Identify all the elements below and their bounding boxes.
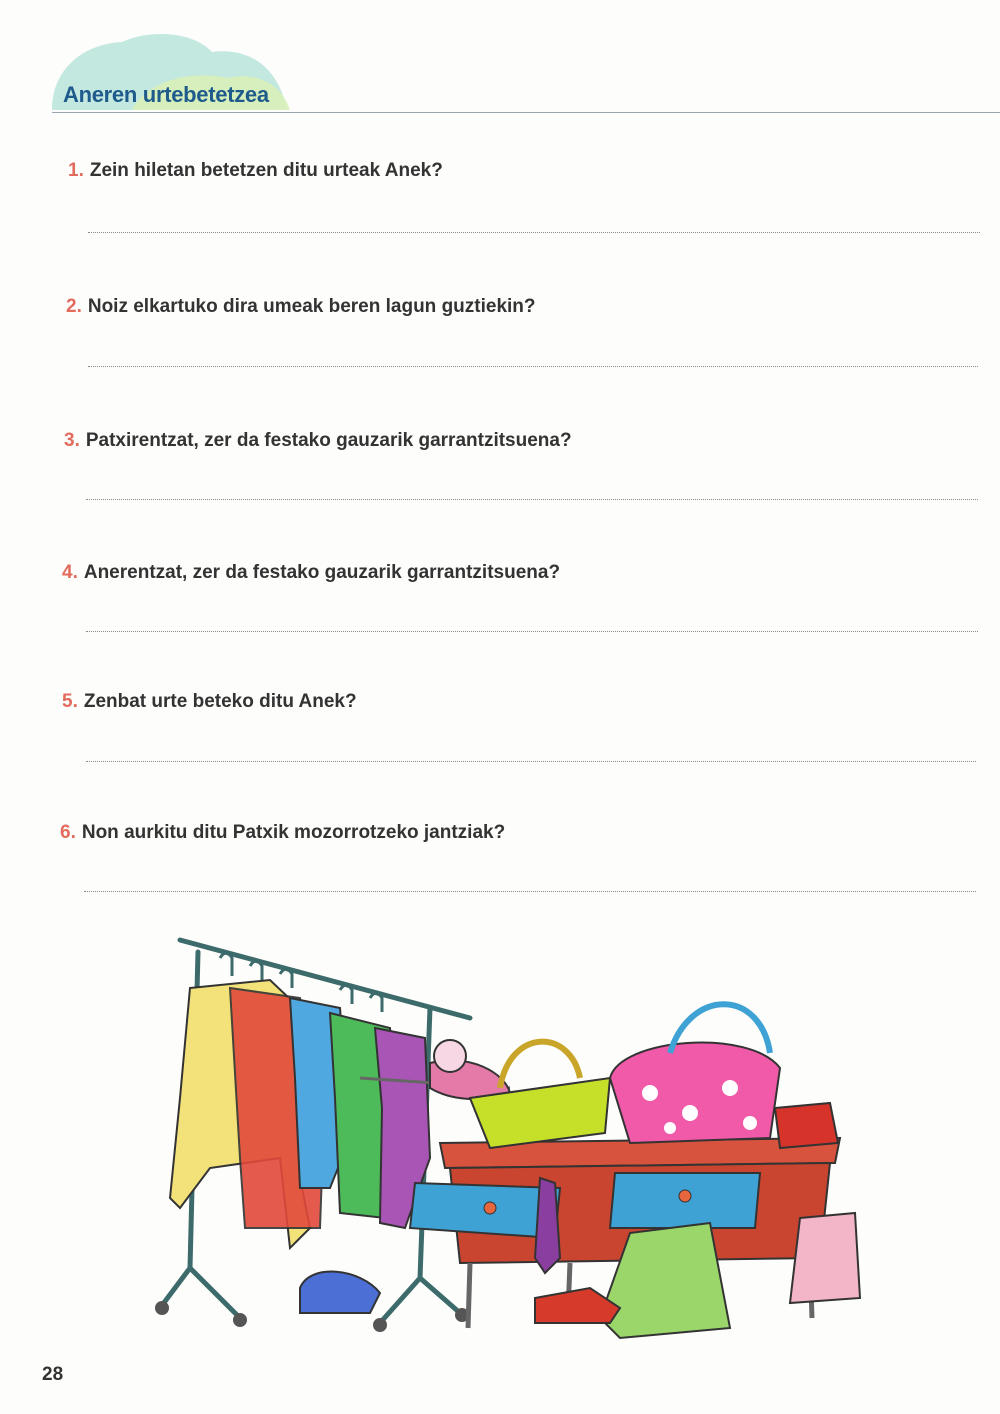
question-5-text <box>62 691 357 713</box>
question-label: Noiz elkartuko dira umeak beren lagun guztiekin? <box>87 296 536 317</box>
answer-line-3[interactable] <box>86 499 978 500</box>
question-1-text <box>68 160 443 182</box>
question-2-text <box>66 296 536 318</box>
question-number: 4. <box>62 562 78 583</box>
question-4-text <box>62 562 560 584</box>
question-number: 2. <box>66 296 82 317</box>
question-label: Zenbat urte beteko ditu Anek? <box>83 691 357 712</box>
question-6-text <box>60 822 505 844</box>
red-shoes <box>535 1288 620 1323</box>
question-label: Anerentzat, zer da festako gauzarik garrantzitsuena? <box>83 562 561 583</box>
blue-shoes <box>300 1272 380 1313</box>
question-label: Non aurkitu ditu Patxik mozorrotzeko jantziak? <box>81 822 506 843</box>
answer-line-4[interactable] <box>86 631 978 632</box>
page-number: 28 <box>42 1364 64 1385</box>
question-label: Patxirentzat, zer da festako gauzarik garrantzitsuena? <box>85 430 572 451</box>
question-label: Zein hiletan betetzen ditu urteak Anek? <box>89 160 443 181</box>
question-number: 5. <box>62 691 78 712</box>
pink-boots <box>790 1213 860 1303</box>
red-bag <box>775 1103 838 1148</box>
tie <box>535 1178 560 1273</box>
page-header <box>52 30 1000 120</box>
answer-line-1[interactable] <box>88 232 980 233</box>
polka-dot-bag <box>610 1004 780 1143</box>
page-title: Aneren urtebetetzea <box>63 82 269 107</box>
answer-line-6[interactable] <box>84 891 976 892</box>
header-divider <box>52 112 1000 113</box>
question-number: 1. <box>68 160 84 181</box>
dressup-clothes-illustration <box>150 928 880 1358</box>
answer-line-2[interactable] <box>88 366 978 367</box>
question-number: 6. <box>60 822 76 843</box>
question-number: 3. <box>64 430 80 451</box>
question-3-text <box>64 430 572 452</box>
answer-line-5[interactable] <box>86 761 976 762</box>
